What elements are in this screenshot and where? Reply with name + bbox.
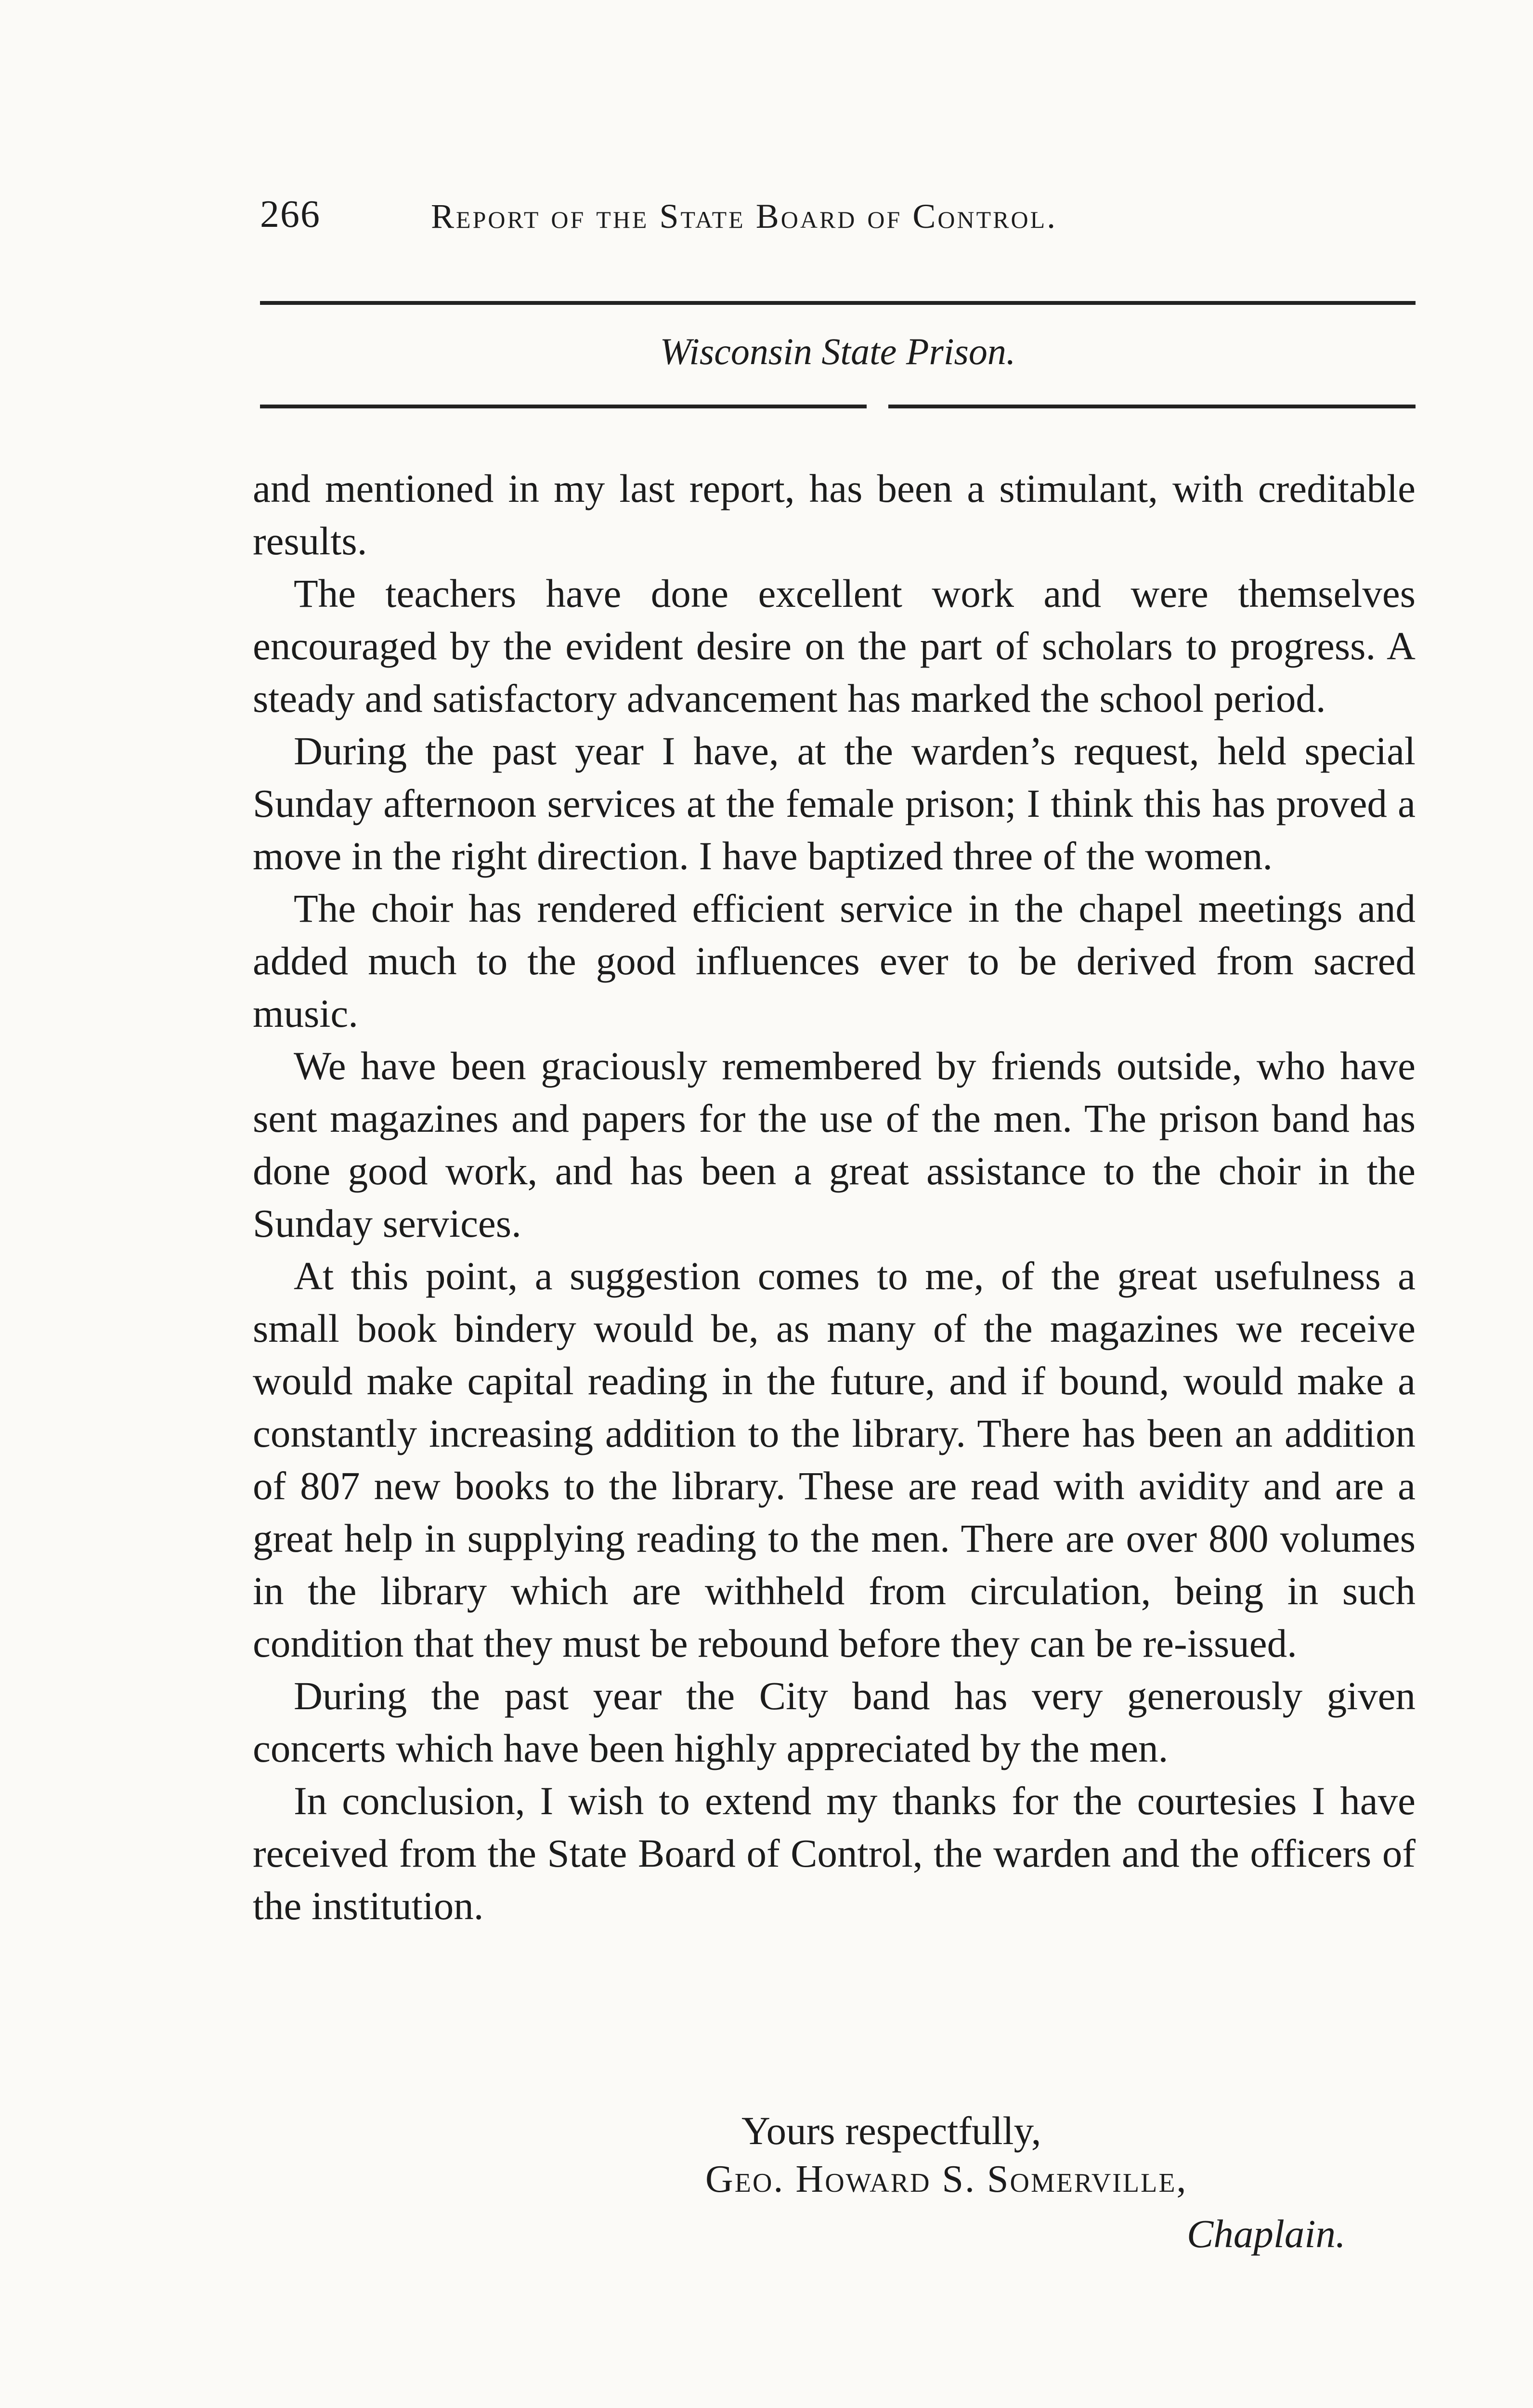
section-title: Wisconsin State Prison. xyxy=(660,330,1016,372)
running-title: Report of the State Board of Control. xyxy=(431,197,1058,236)
paragraph: During the past year I have, at the warden’s request, held special Sunday afternoon services at the female prison; I think this has proved a move in the right direction. I have baptized three of the women. xyxy=(253,729,1416,878)
page-number: 266 xyxy=(260,193,321,236)
paragraph: At this point, a suggestion comes to me, of the great usefulness a small book bindery would be, as many of the magazines we receive would make capital reading in the future, and if bound, would make a constantly increasing addition to the library. There has been an addition of 807 new books to the library. These are read with avidity and are a great help in supplying reading to the men. There are over 800 volumes in the library which are withheld from circulation, being in such condition that they must be rebound before they can be re-issued. xyxy=(253,1254,1416,1665)
paragraph: and mentioned in my last report, has been a stimulant, with creditable results. xyxy=(253,466,1416,563)
paragraph: The choir has rendered efficient service in the chapel meetings and added much to the good influences ever to be derived from sacred music. xyxy=(253,886,1416,1035)
paragraph: The teachers have done excellent work and were themselves encouraged by the evident desire on the part of scholars to progress. A steady and satisfactory advancement has marked the school period. xyxy=(253,571,1416,720)
paragraph: We have been graciously remembered by friends outside, who have sent magazines and papers for the use of the men. The prison band has done good work, and has been a great assistance to the choir in the Sunday services. xyxy=(253,1044,1416,1245)
signer-title: Chaplain. xyxy=(1187,2212,1346,2256)
closing-salutation: Yours respectfully, xyxy=(741,2108,1041,2153)
page-header xyxy=(260,193,1416,246)
signature-name: Geo. Howard S. Somerville, xyxy=(705,2158,1188,2200)
body-text xyxy=(253,462,1416,1932)
header-rule-bottom-left xyxy=(260,405,867,408)
paragraph: During the past year the City band has very generously given concerts which have been highly appreciated by the men. xyxy=(253,1674,1416,1770)
header-rule-bottom-right xyxy=(888,405,1416,408)
header-rule-top xyxy=(260,301,1416,305)
paragraph: In conclusion, I wish to extend my thanks for the courtesies I have received from the State Board of Control, the warden and the officers of the institution. xyxy=(253,1779,1416,1928)
